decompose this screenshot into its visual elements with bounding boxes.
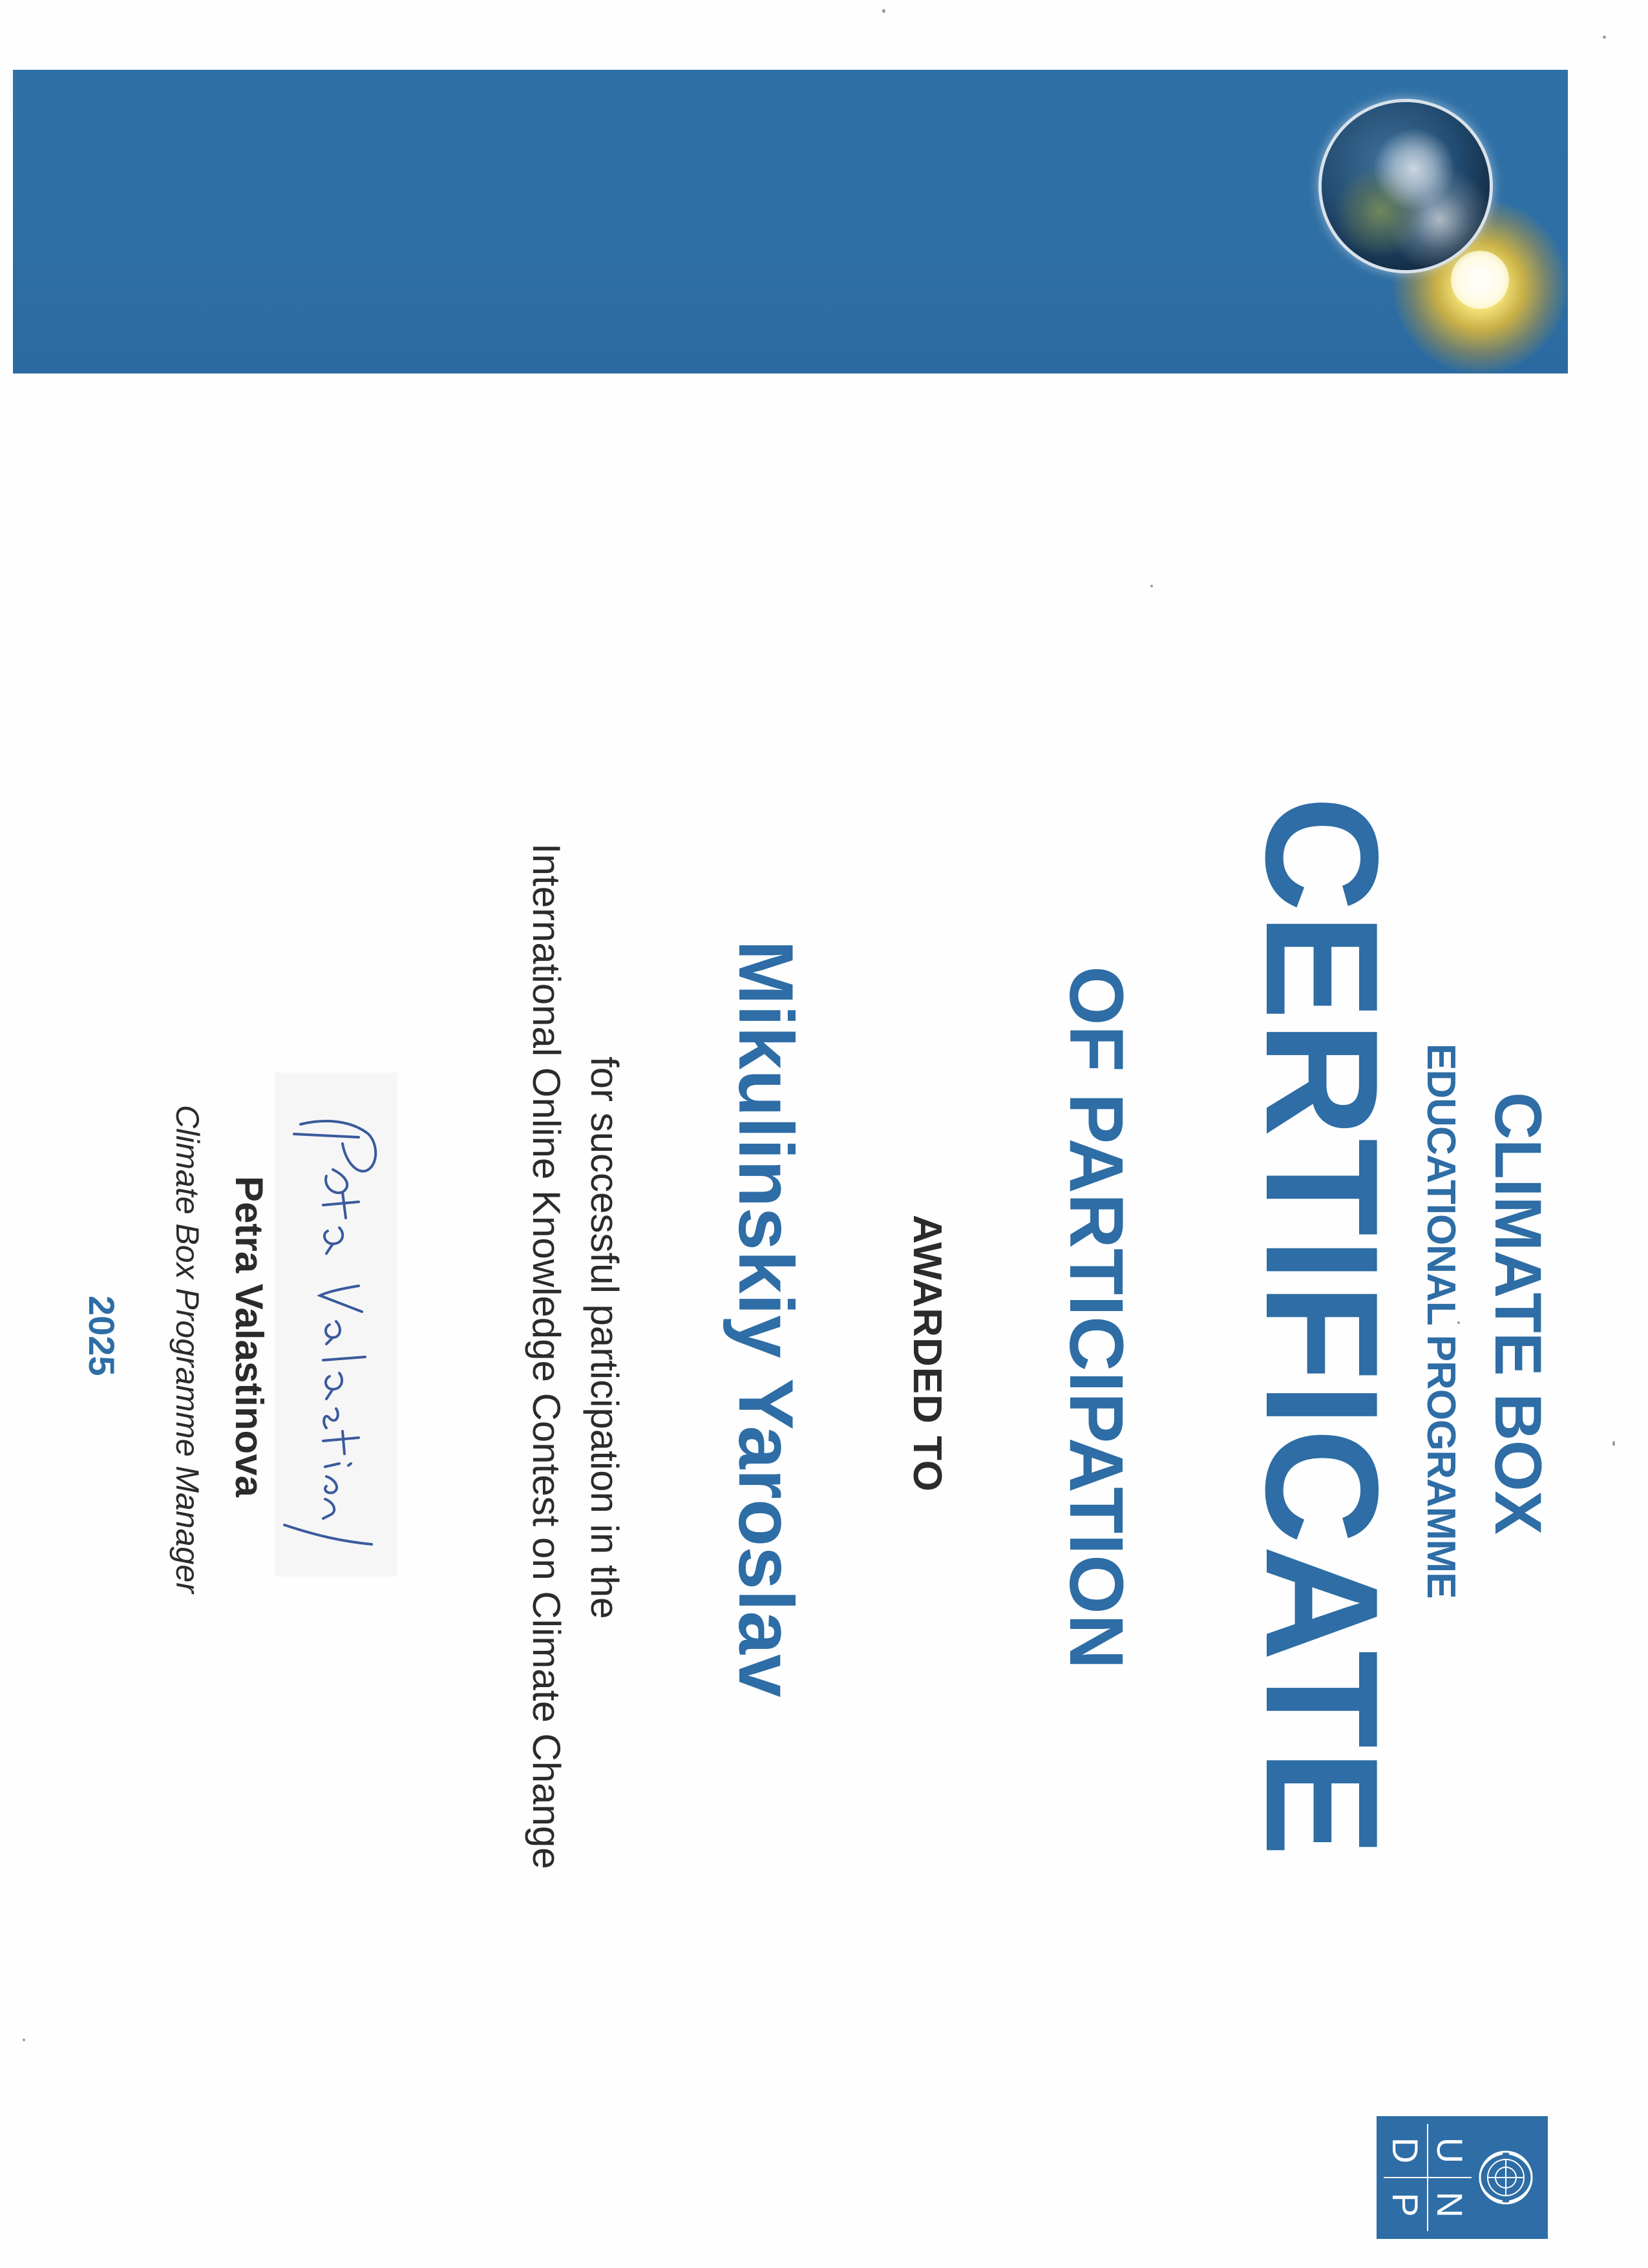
signer-name: Petra Valastinova [227, 1176, 271, 1497]
undp-letters [1384, 2124, 1472, 2231]
programme-subtitle: EDUCATIONAL PROGRAMME [1419, 1044, 1463, 1599]
programme-name: CLIMATE BOX [1481, 1092, 1555, 1535]
un-emblem-icon [1477, 2148, 1535, 2207]
undp-logo [1377, 2116, 1548, 2239]
certificate-title: CERTIFICATE [1232, 796, 1412, 1858]
signature-drawing [275, 1073, 397, 1577]
logo-letter-n: N [1427, 2178, 1472, 2231]
recipient-name: Mikulinskiy Yaroslav [723, 940, 809, 1697]
reason-line-1: for successful participation in the [583, 1056, 626, 1619]
logo-letter-u: U [1427, 2124, 1472, 2178]
signer-role: Climate Box Programme Manager [169, 1105, 206, 1593]
certificate-year: 2025 [81, 1296, 122, 1376]
handwritten-signature [275, 1073, 397, 1577]
logo-letter-d: D [1384, 2124, 1427, 2178]
awarded-to-label: AWARDED TO [905, 1215, 949, 1493]
logo-letter-p: P [1385, 2192, 1426, 2217]
reason-line-2: International Online Knowledge Contest on Climate Change [525, 843, 568, 1869]
certificate-subtitle: OF PARTICIPATION [1053, 966, 1139, 1670]
